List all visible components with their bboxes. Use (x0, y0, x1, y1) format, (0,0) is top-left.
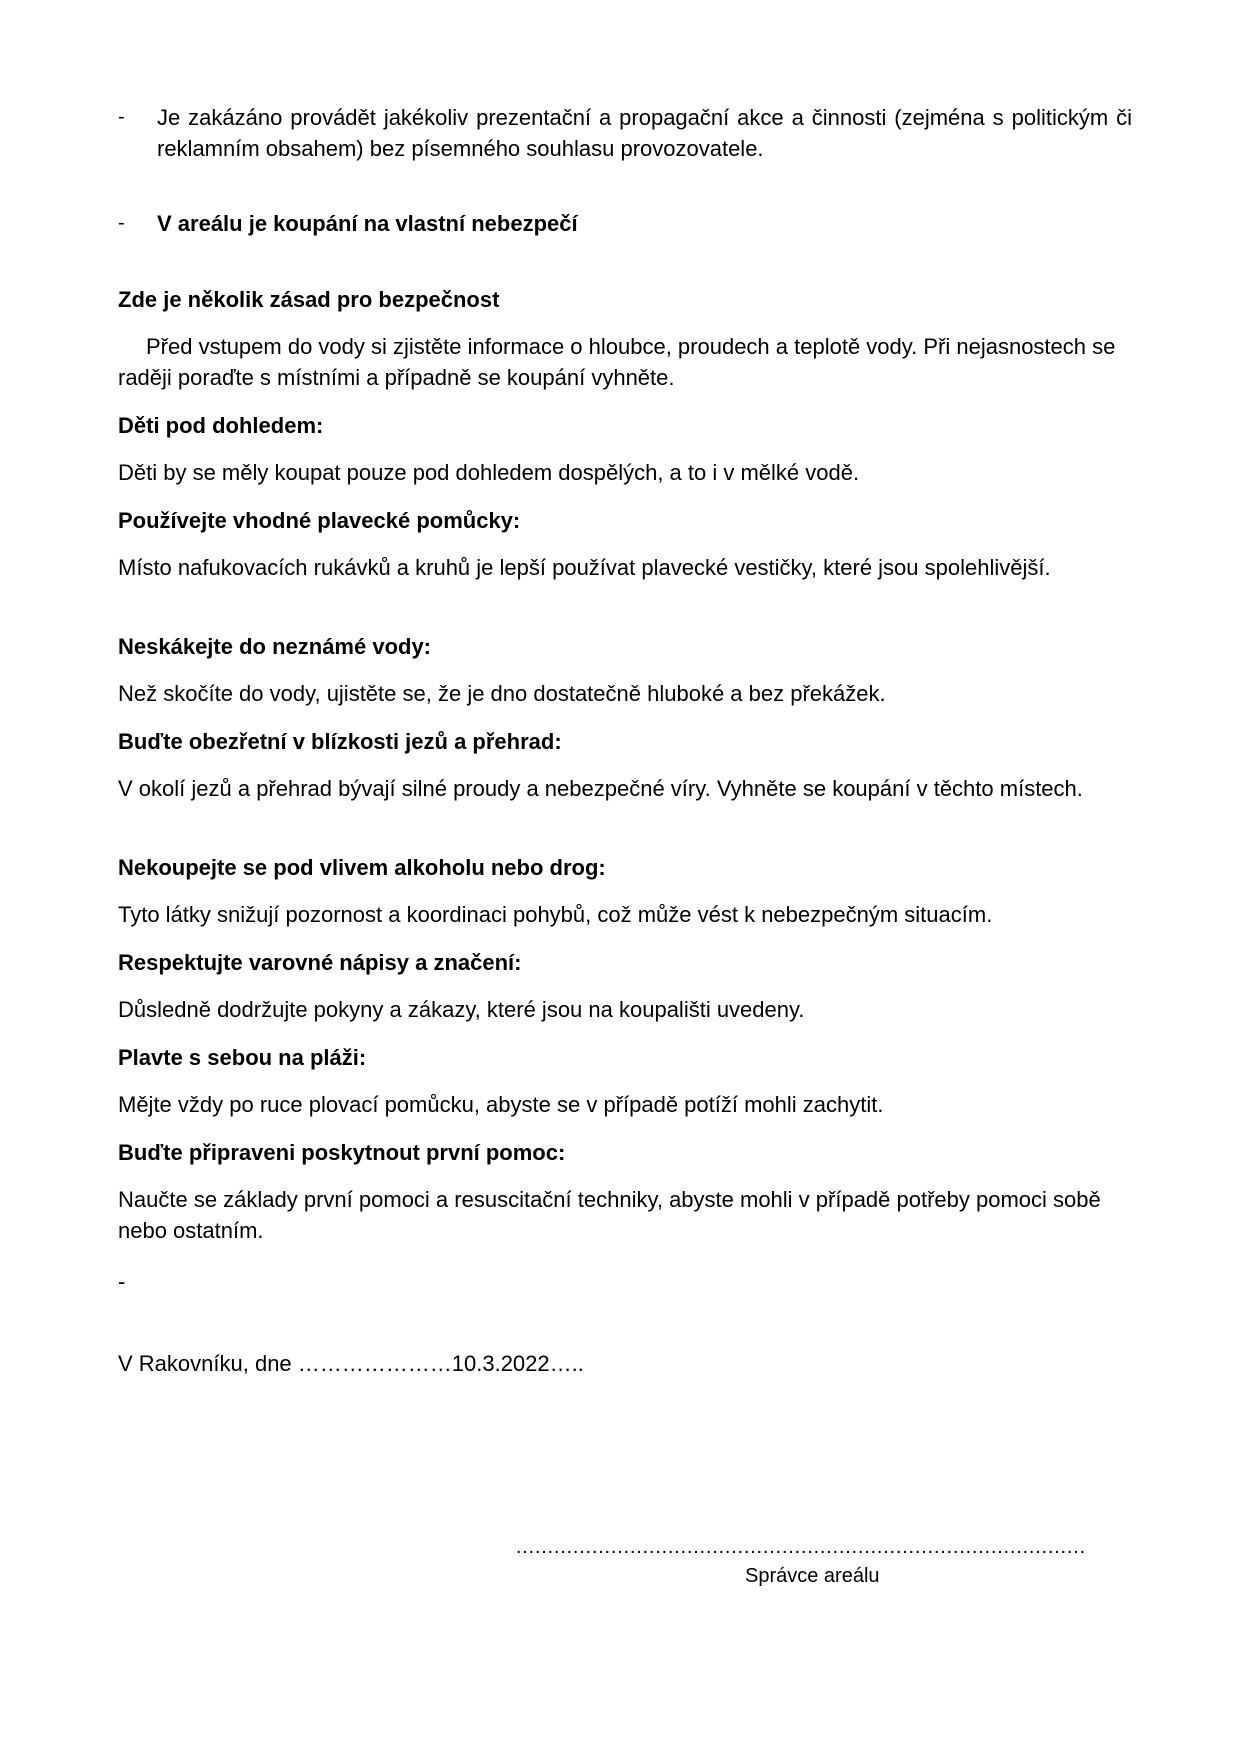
rule-text: Mějte vždy po ruce plovací pomůcku, abyste se v případě potíží mohli zachytit. (118, 1092, 884, 1117)
rule-text: V okolí jezů a přehrad bývají silné proudy a nebezpečné víry. Vyhněte se koupání v těchto místech. (118, 776, 1083, 801)
intro-paragraph: Před vstupem do vody si zjistěte informace o hloubce, proudech a teplotě vody. Při nejasnostech se raději poraďte s místními a případně se koupání vyhněte. (118, 334, 1122, 390)
rule-title: Neskákejte do neznámé vody: (118, 634, 432, 659)
rule-text: Tyto látky snižují pozornost a koordinaci pohybů, což může vést k nebezpečným situacím. (118, 902, 993, 927)
rule-text: Naučte se základy první pomoci a resuscitační techniky, abyste mohli v případě potřeby pomoci sobě nebo ostatním. (118, 1187, 1107, 1243)
place-date: V Rakovníku, dne …………………10.3.2022….. (118, 1351, 584, 1376)
bullet-marker: - (118, 212, 125, 234)
rule-text: Než skočíte do vody, ujistěte se, že je dno dostatečně hluboké a bez překážek. (118, 681, 886, 706)
rule-text: Důsledně dodržujte pokyny a zákazy, které jsou na koupališti uvedeny. (118, 997, 805, 1022)
rule-title: Respektujte varovné nápisy a značení: (118, 950, 522, 975)
rule-text: Místo nafukovacích rukávků a kruhů je lepší používat plavecké vestičky, které jsou spolehlivější. (118, 555, 1051, 580)
trailing-dash: - (118, 1269, 126, 1294)
rule-title: Buďte připraveni poskytnout první pomoc: (118, 1140, 566, 1165)
safety-heading: Zde je několik zásad pro bezpečnost (118, 287, 500, 312)
signature-label: Správce areálu (745, 1565, 880, 1587)
bullet-text-own-risk: V areálu je koupání na vlastní nebezpečí (157, 211, 578, 236)
rule-title: Nekoupejte se pod vlivem alkoholu nebo drog: (118, 855, 606, 880)
rule-text: Děti by se měly koupat pouze pod dohledem dospělých, a to i v mělké vodě. (118, 460, 860, 485)
rule-title: Děti pod dohledem: (118, 413, 324, 438)
signature-line: ……………………………………………………………………………… (515, 1536, 1085, 1558)
bullet-text-presentation-ban: Je zakázáno provádět jakékoliv prezentační a propagační akce a činnosti (zejména s politickým či reklamním obsahem) bez písemného souhlasu provozovatele. (157, 105, 1132, 161)
rule-title: Plavte s sebou na pláži: (118, 1045, 367, 1070)
bullet-marker: - (118, 106, 125, 128)
rule-title: Buďte obezřetní v blízkosti jezů a přehrad: (118, 729, 562, 754)
rule-title: Používejte vhodné plavecké pomůcky: (118, 508, 521, 533)
